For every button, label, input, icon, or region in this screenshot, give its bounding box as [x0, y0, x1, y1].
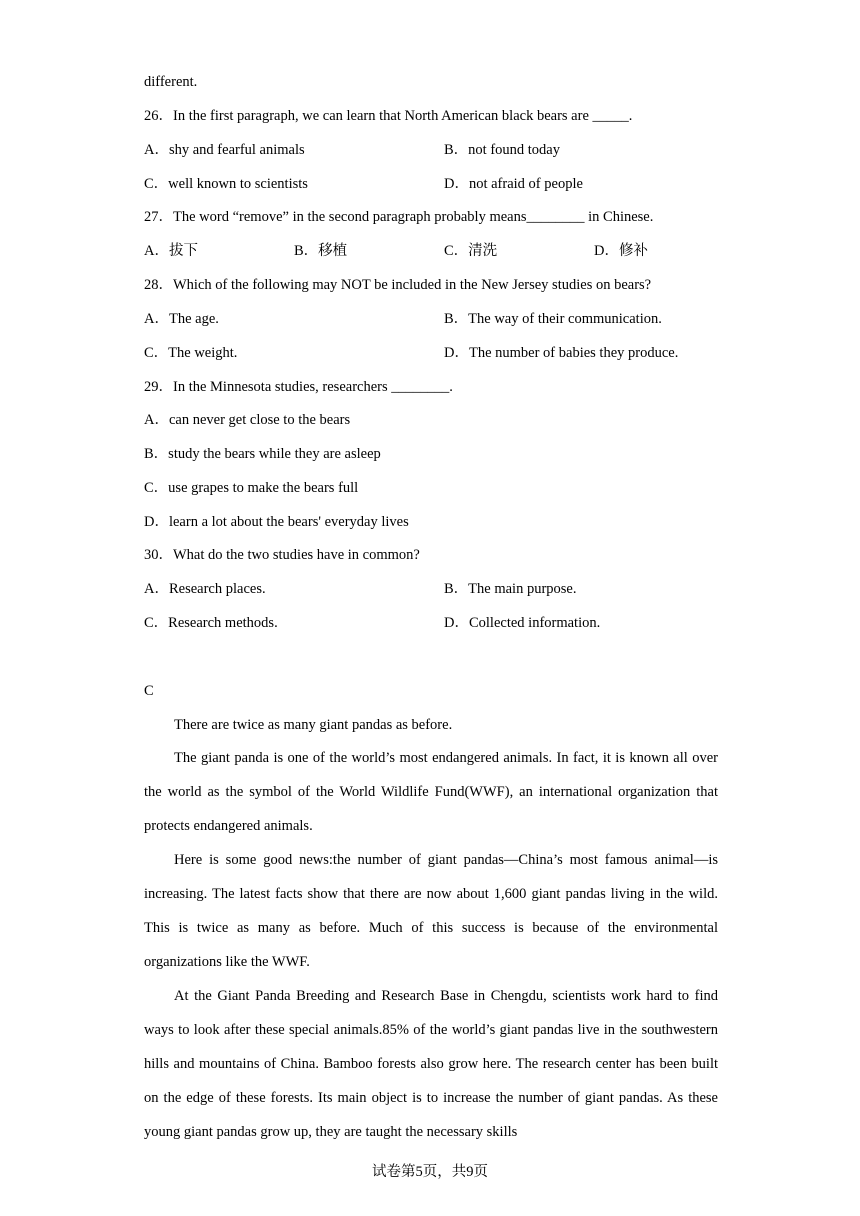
page-footer: 试卷第5页，共9页 [372, 1164, 488, 1180]
passage-paragraph: At the Giant Panda Breeding and Research Base in Chengdu, scientists work hard to find ways to look after these special animals.85% of the world’s giant pandas live in the southwestern hills and mountains of China. Bamboo forests also grow here. The research center has been built on the edge of these forests. Its main object is to increase the number of giant pandas. As these young giant pandas grow up, they are taught the necessary skills [144, 988, 718, 1140]
question-26-option-d: D．not afraid of people [444, 176, 583, 192]
question-26-option-b: B．not found today [444, 142, 560, 158]
section-c-passage [144, 741, 718, 1149]
question-27-option-a: A．拔下 [144, 243, 198, 259]
question-29-option-d: D．learn a lot about the bears' everyday lives [144, 514, 409, 530]
question-29-option-b: B．study the bears while they are asleep [144, 446, 381, 462]
question-28-option-a: A．The age. [144, 311, 219, 327]
question-29-option-c: C．use grapes to make the bears full [144, 480, 359, 496]
question-26-stem: 26．In the first paragraph, we can learn that North American black bears are _____. [144, 108, 633, 124]
question-26-option-c: C．well known to scientists [144, 176, 308, 192]
question-28-stem: 28．Which of the following may NOT be included in the New Jersey studies on bears? [144, 277, 652, 293]
question-27-option-c: C．清洗 [444, 243, 498, 259]
question-28-option-d: D．The number of babies they produce. [444, 345, 679, 361]
question-30-option-b: B．The main purpose. [444, 581, 577, 597]
question-27-stem: 27．The word “remove” in the second paragraph probably means________ in Chinese. [144, 209, 654, 225]
question-28-option-c: C．The weight. [144, 345, 238, 361]
top-fragment: different. [144, 74, 198, 90]
section-c-label: C [144, 683, 154, 699]
question-28-option-b: B．The way of their communication. [444, 311, 662, 327]
question-27-option-b: B．移植 [294, 243, 348, 259]
section-c-title: There are twice as many giant pandas as before. [174, 717, 453, 733]
question-26-option-a: A．shy and fearful animals [144, 142, 305, 158]
question-30-option-d: D．Collected information. [444, 615, 601, 631]
question-29-stem: 29．In the Minnesota studies, researchers ________. [144, 379, 453, 395]
question-27-option-d: D．修补 [594, 243, 648, 259]
passage-paragraph: Here is some good news:the number of giant pandas—China’s most famous animal—is increasing. The latest facts show that there are now about 1,600 giant pandas living in the wild. This is twice as many as before. Much of this success is because of the environmental organizations like the WWF. [144, 852, 718, 970]
question-30-option-a: A．Research places. [144, 581, 266, 597]
passage-paragraph: The giant panda is one of the world’s most endangered animals. In fact, it is known all over the world as the symbol of the World Wildlife Fund(WWF), an international organization that protects endangered animals. [144, 750, 718, 834]
question-30-option-c: C．Research methods. [144, 615, 278, 631]
question-30-stem: 30．What do the two studies have in common? [144, 547, 420, 563]
question-29-option-a: A．can never get close to the bears [144, 412, 351, 428]
